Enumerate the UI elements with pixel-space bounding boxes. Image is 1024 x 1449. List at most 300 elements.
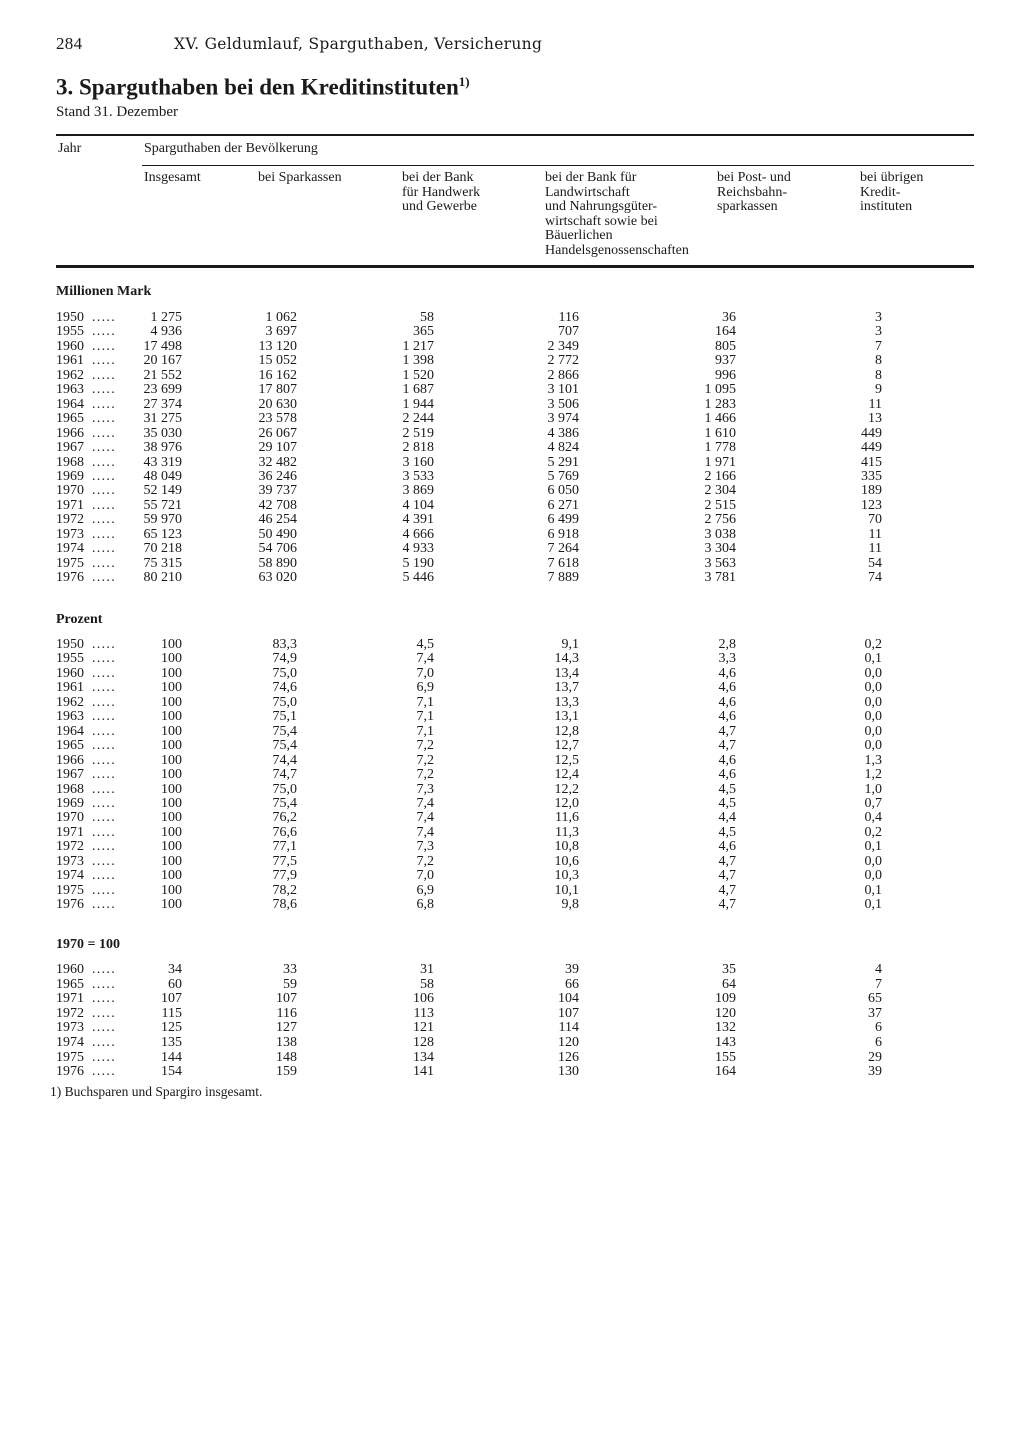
cell-sparkassen: 75,0: [272, 781, 297, 797]
year-cell: 1974: [56, 1035, 84, 1050]
year-cell: 1965: [56, 976, 84, 992]
year-cell: 1960: [56, 338, 84, 354]
cell-bank-handwerk: 7,1: [416, 694, 434, 710]
table-row: [0, 768, 1024, 783]
cell-post-sparkassen: 2 756: [704, 512, 736, 528]
cell-insgesamt: 100: [161, 680, 182, 696]
section-title: Millionen Mark: [56, 284, 152, 299]
cell-sparkassen: 1 062: [265, 310, 297, 325]
cell-insgesamt: 100: [161, 665, 182, 681]
cell-post-sparkassen: 132: [715, 1020, 736, 1036]
cell-sparkassen: 32 482: [258, 454, 297, 470]
table-row: [0, 484, 1024, 499]
leader-dots: .....: [92, 570, 116, 586]
leader-dots: .....: [92, 396, 116, 412]
table-row: [0, 354, 1024, 369]
table-row: [0, 1021, 1024, 1036]
table-row: [0, 638, 1024, 653]
cell-uebrige: 11: [868, 541, 882, 557]
year-cell: 1975: [56, 555, 84, 571]
table-row: [0, 383, 1024, 398]
cell-post-sparkassen: 2 166: [704, 468, 736, 484]
leader-dots: .....: [92, 425, 116, 441]
cell-post-sparkassen: 4,6: [718, 694, 736, 710]
table-title-text: 3. Sparguthaben bei den Kreditinstituten: [56, 74, 459, 100]
cell-uebrige: 0,1: [864, 839, 882, 855]
leader-dots: .....: [92, 694, 116, 710]
cell-post-sparkassen: 2,8: [718, 637, 736, 652]
table-row: [0, 884, 1024, 899]
leader-dots: .....: [92, 468, 116, 484]
cell-bank-landwirtschaft: 5 291: [547, 454, 579, 470]
leader-dots: .....: [92, 824, 116, 840]
cell-bank-landwirtschaft: 130: [558, 1064, 579, 1080]
cell-sparkassen: 74,4: [272, 752, 297, 768]
cell-sparkassen: 107: [276, 991, 297, 1007]
cell-uebrige: 1,2: [864, 767, 882, 783]
cell-post-sparkassen: 996: [715, 367, 736, 383]
cell-insgesamt: 27 374: [143, 396, 182, 412]
cell-insgesamt: 100: [161, 694, 182, 710]
cell-uebrige: 0,1: [864, 897, 882, 913]
cell-bank-landwirtschaft: 3 506: [547, 396, 579, 412]
year-cell: 1973: [56, 526, 84, 542]
leader-dots: .....: [92, 651, 116, 667]
cell-bank-landwirtschaft: 7 618: [547, 555, 579, 571]
cell-post-sparkassen: 36: [722, 310, 736, 325]
table-title: [56, 74, 470, 101]
year-cell: 1966: [56, 752, 84, 768]
cell-bank-landwirtschaft: 4 824: [547, 440, 579, 456]
cell-bank-handwerk: 6,8: [416, 897, 434, 913]
year-cell: 1971: [56, 824, 84, 840]
leader-dots: .....: [92, 483, 116, 499]
cell-bank-handwerk: 4 666: [402, 526, 434, 542]
cell-bank-landwirtschaft: 116: [558, 310, 579, 325]
year-cell: 1963: [56, 382, 84, 398]
table-row: [0, 855, 1024, 870]
cell-insgesamt: 100: [161, 781, 182, 797]
cell-uebrige: 449: [861, 440, 882, 456]
cell-bank-handwerk: 106: [413, 991, 434, 1007]
cell-sparkassen: 3 697: [265, 324, 297, 340]
year-cell: 1961: [56, 353, 84, 369]
cell-insgesamt: 135: [161, 1035, 182, 1050]
leader-dots: .....: [92, 310, 116, 325]
cell-sparkassen: 26 067: [258, 425, 297, 441]
cell-insgesamt: 100: [161, 839, 182, 855]
cell-sparkassen: 23 578: [258, 411, 297, 427]
table-row: [0, 456, 1024, 471]
leader-dots: .....: [92, 810, 116, 826]
cell-uebrige: 335: [861, 468, 882, 484]
cell-post-sparkassen: 4,6: [718, 839, 736, 855]
cell-uebrige: 0,0: [864, 694, 882, 710]
cell-uebrige: 9: [875, 382, 882, 398]
year-cell: 1965: [56, 738, 84, 754]
cell-bank-handwerk: 1 217: [402, 338, 434, 354]
cell-post-sparkassen: 4,7: [718, 868, 736, 884]
cell-uebrige: 0,0: [864, 853, 882, 869]
cell-bank-landwirtschaft: 13,4: [554, 665, 579, 681]
cell-post-sparkassen: 1 778: [704, 440, 736, 456]
leader-dots: .....: [92, 440, 116, 456]
cell-insgesamt: 154: [161, 1064, 182, 1080]
cell-uebrige: 4: [875, 962, 882, 977]
cell-uebrige: 0,0: [864, 723, 882, 739]
table-row: [0, 1036, 1024, 1051]
cell-insgesamt: 23 699: [143, 382, 182, 398]
cell-sparkassen: 17 807: [258, 382, 297, 398]
year-cell: 1970: [56, 483, 84, 499]
cell-bank-landwirtschaft: 104: [558, 991, 579, 1007]
table-row: [0, 898, 1024, 913]
cell-post-sparkassen: 1 095: [704, 382, 736, 398]
cell-sparkassen: 13 120: [258, 338, 297, 354]
cell-post-sparkassen: 4,6: [718, 709, 736, 725]
year-cell: 1974: [56, 868, 84, 884]
cell-uebrige: 37: [868, 1005, 882, 1021]
cell-bank-handwerk: 7,1: [416, 709, 434, 725]
cell-sparkassen: 83,3: [272, 637, 297, 652]
cell-uebrige: 70: [868, 512, 882, 528]
cell-insgesamt: 75 315: [143, 555, 182, 571]
year-cell: 1973: [56, 853, 84, 869]
cell-bank-landwirtschaft: 7 264: [547, 541, 579, 557]
cell-bank-handwerk: 7,3: [416, 781, 434, 797]
leader-dots: .....: [92, 709, 116, 725]
table-row: [0, 826, 1024, 841]
cell-bank-handwerk: 1 520: [402, 367, 434, 383]
cell-sparkassen: 29 107: [258, 440, 297, 456]
cell-sparkassen: 16 162: [258, 367, 297, 383]
cell-bank-landwirtschaft: 12,0: [554, 795, 579, 811]
header-group-rule: [142, 165, 974, 166]
leader-dots: .....: [92, 541, 116, 557]
cell-sparkassen: 39 737: [258, 483, 297, 499]
cell-post-sparkassen: 1 610: [704, 425, 736, 441]
table-row: [0, 499, 1024, 514]
table-row: [0, 992, 1024, 1007]
cell-uebrige: 54: [868, 555, 882, 571]
cell-insgesamt: 55 721: [143, 497, 182, 513]
cell-uebrige: 123: [861, 497, 882, 513]
cell-uebrige: 6: [875, 1035, 882, 1050]
cell-uebrige: 0,2: [864, 637, 882, 652]
cell-bank-handwerk: 3 533: [402, 468, 434, 484]
cell-post-sparkassen: 4,7: [718, 853, 736, 869]
cell-bank-handwerk: 141: [413, 1064, 434, 1080]
cell-sparkassen: 46 254: [258, 512, 297, 528]
cell-bank-landwirtschaft: 12,2: [554, 781, 579, 797]
leader-dots: .....: [92, 367, 116, 383]
cell-post-sparkassen: 3 781: [704, 570, 736, 586]
table-row: [0, 513, 1024, 528]
cell-insgesamt: 1 275: [150, 310, 182, 325]
cell-insgesamt: 100: [161, 651, 182, 667]
cell-post-sparkassen: 805: [715, 338, 736, 354]
cell-uebrige: 8: [875, 367, 882, 383]
cell-insgesamt: 144: [161, 1049, 182, 1065]
cell-post-sparkassen: 4,7: [718, 723, 736, 739]
cell-sparkassen: 75,4: [272, 738, 297, 754]
cell-uebrige: 7: [875, 976, 882, 992]
cell-post-sparkassen: 4,5: [718, 824, 736, 840]
cell-bank-handwerk: 121: [413, 1020, 434, 1036]
cell-uebrige: 0,1: [864, 882, 882, 898]
table-row: [0, 1065, 1024, 1080]
leader-dots: .....: [92, 897, 116, 913]
cell-bank-handwerk: 5 190: [402, 555, 434, 571]
table-row: [0, 754, 1024, 769]
cell-bank-handwerk: 7,4: [416, 651, 434, 667]
cell-bank-handwerk: 7,0: [416, 868, 434, 884]
cell-bank-handwerk: 4 933: [402, 541, 434, 557]
cell-bank-handwerk: 4 391: [402, 512, 434, 528]
table-row: [0, 739, 1024, 754]
cell-bank-handwerk: 1 944: [402, 396, 434, 412]
cell-bank-handwerk: 7,2: [416, 767, 434, 783]
year-cell: 1972: [56, 1005, 84, 1021]
cell-bank-landwirtschaft: 6 918: [547, 526, 579, 542]
year-cell: 1976: [56, 1064, 84, 1080]
cell-sparkassen: 59: [283, 976, 297, 992]
year-cell: 1964: [56, 723, 84, 739]
cell-bank-landwirtschaft: 7 889: [547, 570, 579, 586]
cell-bank-handwerk: 7,4: [416, 795, 434, 811]
cell-uebrige: 0,0: [864, 680, 882, 696]
cell-bank-landwirtschaft: 39: [565, 962, 579, 977]
cell-uebrige: 0,4: [864, 810, 882, 826]
table-row: [0, 441, 1024, 456]
cell-sparkassen: 33: [283, 962, 297, 977]
cell-uebrige: 3: [875, 310, 882, 325]
cell-post-sparkassen: 2 515: [704, 497, 736, 513]
cell-uebrige: 0,0: [864, 738, 882, 754]
table-row: [0, 710, 1024, 725]
cell-bank-landwirtschaft: 120: [558, 1035, 579, 1050]
cell-bank-landwirtschaft: 107: [558, 1005, 579, 1021]
cell-insgesamt: 100: [161, 738, 182, 754]
cell-post-sparkassen: 155: [715, 1049, 736, 1065]
cell-sparkassen: 15 052: [258, 353, 297, 369]
leader-dots: .....: [92, 991, 116, 1007]
cell-sparkassen: 76,2: [272, 810, 297, 826]
cell-post-sparkassen: 64: [722, 976, 736, 992]
table-row: [0, 1007, 1024, 1022]
cell-sparkassen: 54 706: [258, 541, 297, 557]
cell-post-sparkassen: 3 563: [704, 555, 736, 571]
cell-bank-handwerk: 7,4: [416, 810, 434, 826]
cell-post-sparkassen: 35: [722, 962, 736, 977]
cell-bank-handwerk: 7,1: [416, 723, 434, 739]
cell-insgesamt: 80 210: [143, 570, 182, 586]
table-row: [0, 963, 1024, 978]
cell-bank-handwerk: 5 446: [402, 570, 434, 586]
cell-uebrige: 65: [868, 991, 882, 1007]
year-cell: 1950: [56, 637, 84, 652]
cell-bank-handwerk: 3 869: [402, 483, 434, 499]
cell-insgesamt: 21 552: [143, 367, 182, 383]
leader-dots: .....: [92, 781, 116, 797]
cell-insgesamt: 100: [161, 868, 182, 884]
column-header-bank-handwerk: bei der Bank für Handwerk und Gewerbe: [402, 170, 481, 215]
leader-dots: .....: [92, 454, 116, 470]
cell-bank-handwerk: 7,2: [416, 738, 434, 754]
table-row: [0, 325, 1024, 340]
leader-dots: .....: [92, 738, 116, 754]
cell-bank-landwirtschaft: 11,6: [555, 810, 579, 826]
cell-insgesamt: 100: [161, 810, 182, 826]
column-header-insgesamt: Insgesamt: [144, 170, 201, 185]
cell-bank-handwerk: 4,5: [416, 637, 434, 652]
cell-insgesamt: 70 218: [143, 541, 182, 557]
cell-sparkassen: 116: [276, 1005, 297, 1021]
cell-bank-landwirtschaft: 4 386: [547, 425, 579, 441]
cell-sparkassen: 78,6: [272, 897, 297, 913]
cell-bank-handwerk: 113: [413, 1005, 434, 1021]
page-number: 284: [56, 34, 83, 53]
leader-dots: .....: [92, 962, 116, 977]
cell-sparkassen: 77,5: [272, 853, 297, 869]
cell-uebrige: 74: [868, 570, 882, 586]
cell-bank-landwirtschaft: 6 050: [547, 483, 579, 499]
cell-insgesamt: 100: [161, 752, 182, 768]
cell-bank-landwirtschaft: 10,8: [554, 839, 579, 855]
cell-uebrige: 0,0: [864, 665, 882, 681]
cell-insgesamt: 115: [161, 1005, 182, 1021]
cell-insgesamt: 100: [161, 637, 182, 652]
cell-post-sparkassen: 2 304: [704, 483, 736, 499]
cell-insgesamt: 4 936: [150, 324, 182, 340]
table-row: [0, 528, 1024, 543]
cell-sparkassen: 50 490: [258, 526, 297, 542]
leader-dots: .....: [92, 795, 116, 811]
table-row: [0, 681, 1024, 696]
cell-insgesamt: 20 167: [143, 353, 182, 369]
year-cell: 1972: [56, 512, 84, 528]
cell-bank-landwirtschaft: 13,1: [554, 709, 579, 725]
cell-insgesamt: 107: [161, 991, 182, 1007]
cell-post-sparkassen: 4,7: [718, 882, 736, 898]
table-row: [0, 667, 1024, 682]
cell-insgesamt: 100: [161, 882, 182, 898]
cell-bank-handwerk: 1 398: [402, 353, 434, 369]
cell-sparkassen: 58 890: [258, 555, 297, 571]
year-cell: 1971: [56, 991, 84, 1007]
cell-post-sparkassen: 4,7: [718, 897, 736, 913]
cell-bank-landwirtschaft: 5 769: [547, 468, 579, 484]
cell-bank-handwerk: 2 818: [402, 440, 434, 456]
leader-dots: .....: [92, 497, 116, 513]
cell-bank-landwirtschaft: 2 866: [547, 367, 579, 383]
cell-sparkassen: 78,2: [272, 882, 297, 898]
column-header-year: Jahr: [58, 141, 82, 156]
chapter-title: XV. Geldumlauf, Sparguthaben, Versicherung: [174, 35, 543, 53]
table-row: [0, 652, 1024, 667]
cell-bank-landwirtschaft: 66: [565, 976, 579, 992]
year-cell: 1961: [56, 680, 84, 696]
leader-dots: .....: [92, 1064, 116, 1080]
cell-insgesamt: 52 149: [143, 483, 182, 499]
cell-insgesamt: 38 976: [143, 440, 182, 456]
year-cell: 1955: [56, 651, 84, 667]
leader-dots: .....: [92, 526, 116, 542]
cell-bank-handwerk: 134: [413, 1049, 434, 1065]
cell-bank-landwirtschaft: 3 974: [547, 411, 579, 427]
cell-post-sparkassen: 164: [715, 1064, 736, 1080]
leader-dots: .....: [92, 338, 116, 354]
year-cell: 1976: [56, 570, 84, 586]
cell-insgesamt: 100: [161, 824, 182, 840]
year-cell: 1973: [56, 1020, 84, 1036]
cell-bank-landwirtschaft: 114: [558, 1020, 579, 1036]
table-row: [0, 696, 1024, 711]
cell-sparkassen: 76,6: [272, 824, 297, 840]
cell-uebrige: 11: [868, 526, 882, 542]
table-row: [0, 369, 1024, 384]
cell-bank-landwirtschaft: 10,3: [554, 868, 579, 884]
cell-insgesamt: 100: [161, 795, 182, 811]
cell-insgesamt: 31 275: [143, 411, 182, 427]
leader-dots: .....: [92, 752, 116, 768]
year-cell: 1960: [56, 665, 84, 681]
cell-bank-handwerk: 1 687: [402, 382, 434, 398]
year-cell: 1950: [56, 310, 84, 325]
cell-bank-handwerk: 31: [420, 962, 434, 977]
table-row: [0, 725, 1024, 740]
year-cell: 1962: [56, 367, 84, 383]
cell-post-sparkassen: 120: [715, 1005, 736, 1021]
cell-sparkassen: 77,1: [272, 839, 297, 855]
leader-dots: .....: [92, 1049, 116, 1065]
cell-bank-landwirtschaft: 2 772: [547, 353, 579, 369]
cell-uebrige: 0,0: [864, 868, 882, 884]
year-cell: 1975: [56, 882, 84, 898]
leader-dots: .....: [92, 1005, 116, 1021]
year-cell: 1965: [56, 411, 84, 427]
year-cell: 1969: [56, 795, 84, 811]
cell-bank-landwirtschaft: 14,3: [554, 651, 579, 667]
column-header-sparkassen: bei Sparkassen: [258, 170, 342, 185]
table-row: [0, 470, 1024, 485]
cell-bank-landwirtschaft: 11,3: [555, 824, 579, 840]
cell-uebrige: 0,7: [864, 795, 882, 811]
cell-bank-handwerk: 7,0: [416, 665, 434, 681]
cell-post-sparkassen: 937: [715, 353, 736, 369]
year-cell: 1970: [56, 810, 84, 826]
cell-post-sparkassen: 1 971: [704, 454, 736, 470]
cell-sparkassen: 159: [276, 1064, 297, 1080]
year-cell: 1967: [56, 440, 84, 456]
cell-uebrige: 415: [861, 454, 882, 470]
table-row: [0, 412, 1024, 427]
cell-insgesamt: 100: [161, 767, 182, 783]
cell-post-sparkassen: 4,5: [718, 795, 736, 811]
cell-bank-handwerk: 365: [413, 324, 434, 340]
cell-insgesamt: 59 970: [143, 512, 182, 528]
leader-dots: .....: [92, 353, 116, 369]
cell-sparkassen: 36 246: [258, 468, 297, 484]
cell-post-sparkassen: 3,3: [718, 651, 736, 667]
cell-bank-landwirtschaft: 12,7: [554, 738, 579, 754]
leader-dots: .....: [92, 555, 116, 571]
column-group-header: Sparguthaben der Bevölkerung: [144, 141, 318, 156]
year-cell: 1975: [56, 1049, 84, 1065]
header-bottom-rule: [56, 265, 974, 268]
year-cell: 1976: [56, 897, 84, 913]
leader-dots: .....: [92, 411, 116, 427]
